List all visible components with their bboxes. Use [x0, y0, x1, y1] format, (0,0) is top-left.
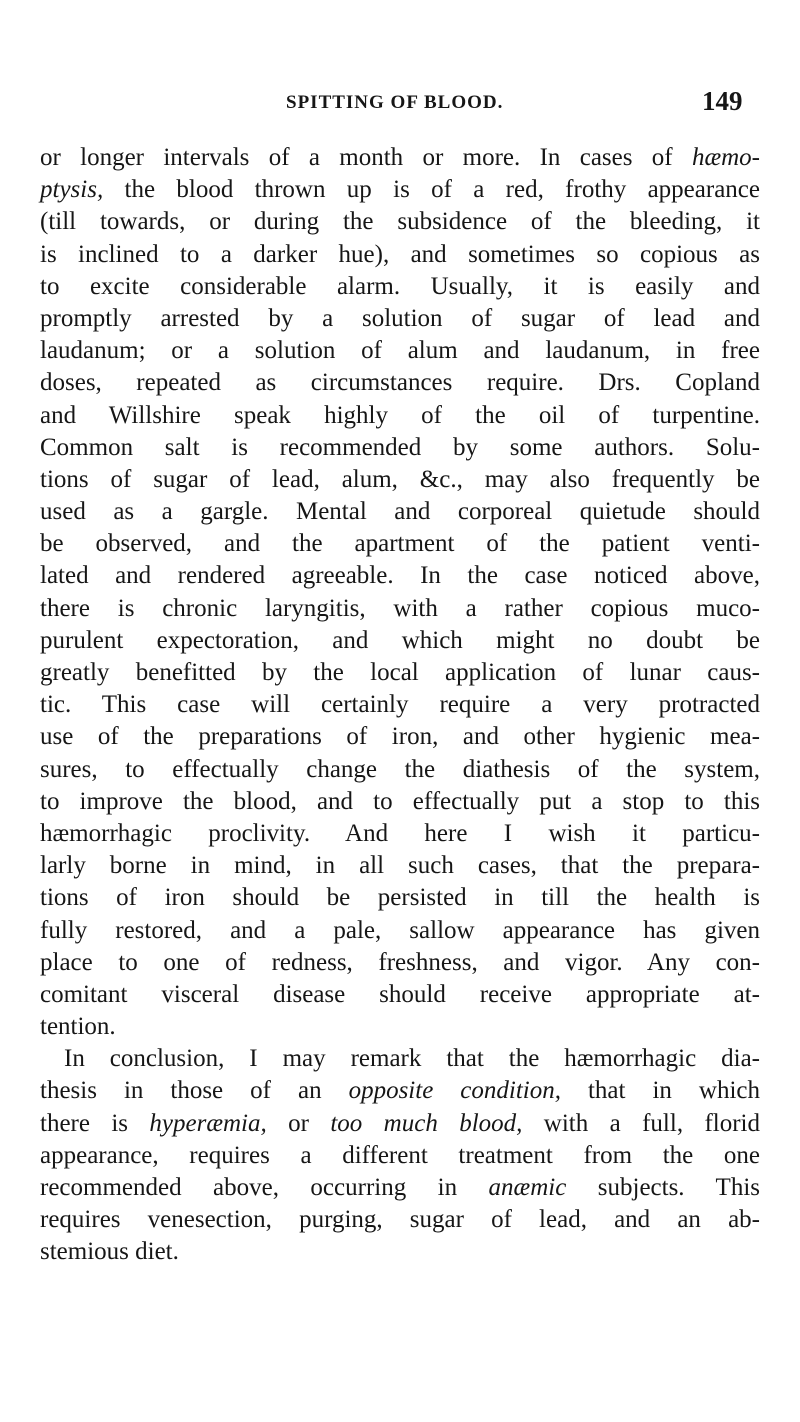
text-line: sures, to effectually change the diathesis of the system, — [40, 755, 760, 783]
text-line: tions of sugar of lead, alum, &c., may also frequently be — [40, 465, 760, 493]
text-line: to excite considerable alarm. Usually, it is easily and — [40, 272, 760, 300]
text-line: lated and rendered agreeable. In the case noticed above, — [40, 562, 760, 590]
text-line: there is chronic laryngitis, with a rather copious muco- — [40, 594, 760, 622]
body-text — [40, 142, 760, 1269]
text-line: requires venesection, purging, sugar of lead, and an ab- — [40, 1206, 760, 1234]
text-line: thesis in those of an opposite condition, that in which — [40, 1077, 761, 1105]
text-line: used as a gargle. Mental and corporeal quietude should — [40, 498, 760, 526]
text-line: Common salt is recommended by some authors. Solu- — [40, 433, 760, 461]
text-line: tic. This case will certainly require a very protracted — [40, 691, 760, 719]
text-line: comitant visceral disease should receive appropriate at- — [40, 980, 760, 1008]
text-line: tention. — [40, 1013, 116, 1041]
text-line: laudanum; or a solution of alum and laudanum, in free — [40, 337, 760, 365]
text-line: (till towards, or during the subsidence of the bleeding, it — [40, 208, 760, 236]
text-line: purulent expectoration, and which might no doubt be — [40, 626, 760, 654]
text-line: appearance, requires a different treatment from the one — [40, 1141, 760, 1169]
text-line: greatly benefitted by the local application of lunar caus- — [40, 659, 760, 686]
text-line: and Willshire speak highly of the oil of turpentine. — [40, 401, 760, 429]
text-line: doses, repeated as circumstances require. Drs. Copland — [40, 369, 760, 397]
text-line: be observed, and the apartment of the patient venti- — [40, 530, 760, 558]
page-number: 149 — [702, 86, 743, 116]
text-line: fully restored, and a pale, sallow appearance has given — [40, 916, 760, 944]
text-line: or longer intervals of a month or more. In cases of hæmo- — [40, 144, 760, 171]
chapter-title: SPITTING OF BLOOD. — [286, 92, 504, 113]
text-line: there is hyperæmia, or too much blood, with a full, florid — [40, 1109, 760, 1137]
text-line: place to one of redness, freshness, and vigor. Any con- — [40, 948, 760, 976]
text-line: In conclusion, I may remark that the hæmorrhagic dia- — [64, 1045, 760, 1073]
text-line: hæmorrhagic proclivity. And here I wish it particu- — [40, 819, 760, 847]
text-line: use of the preparations of iron, and other hygienic mea- — [40, 723, 760, 751]
text-line: stemious diet. — [40, 1238, 179, 1266]
text-line: to improve the blood, and to effectually put a stop to this — [40, 787, 760, 815]
text-line: recommended above, occurring in anæmic subjects. This — [40, 1174, 760, 1201]
running-head — [286, 86, 746, 132]
text-line: ptysis, the blood thrown up is of a red, frothy appearance — [40, 176, 760, 204]
text-line: is inclined to a darker hue), and sometimes so copious as — [40, 240, 760, 268]
text-line: promptly arrested by a solution of sugar of lead and — [40, 304, 760, 332]
text-line: larly borne in mind, in all such cases, that the prepara- — [40, 852, 760, 880]
text-line: tions of iron should be persisted in till the health is — [40, 884, 760, 912]
